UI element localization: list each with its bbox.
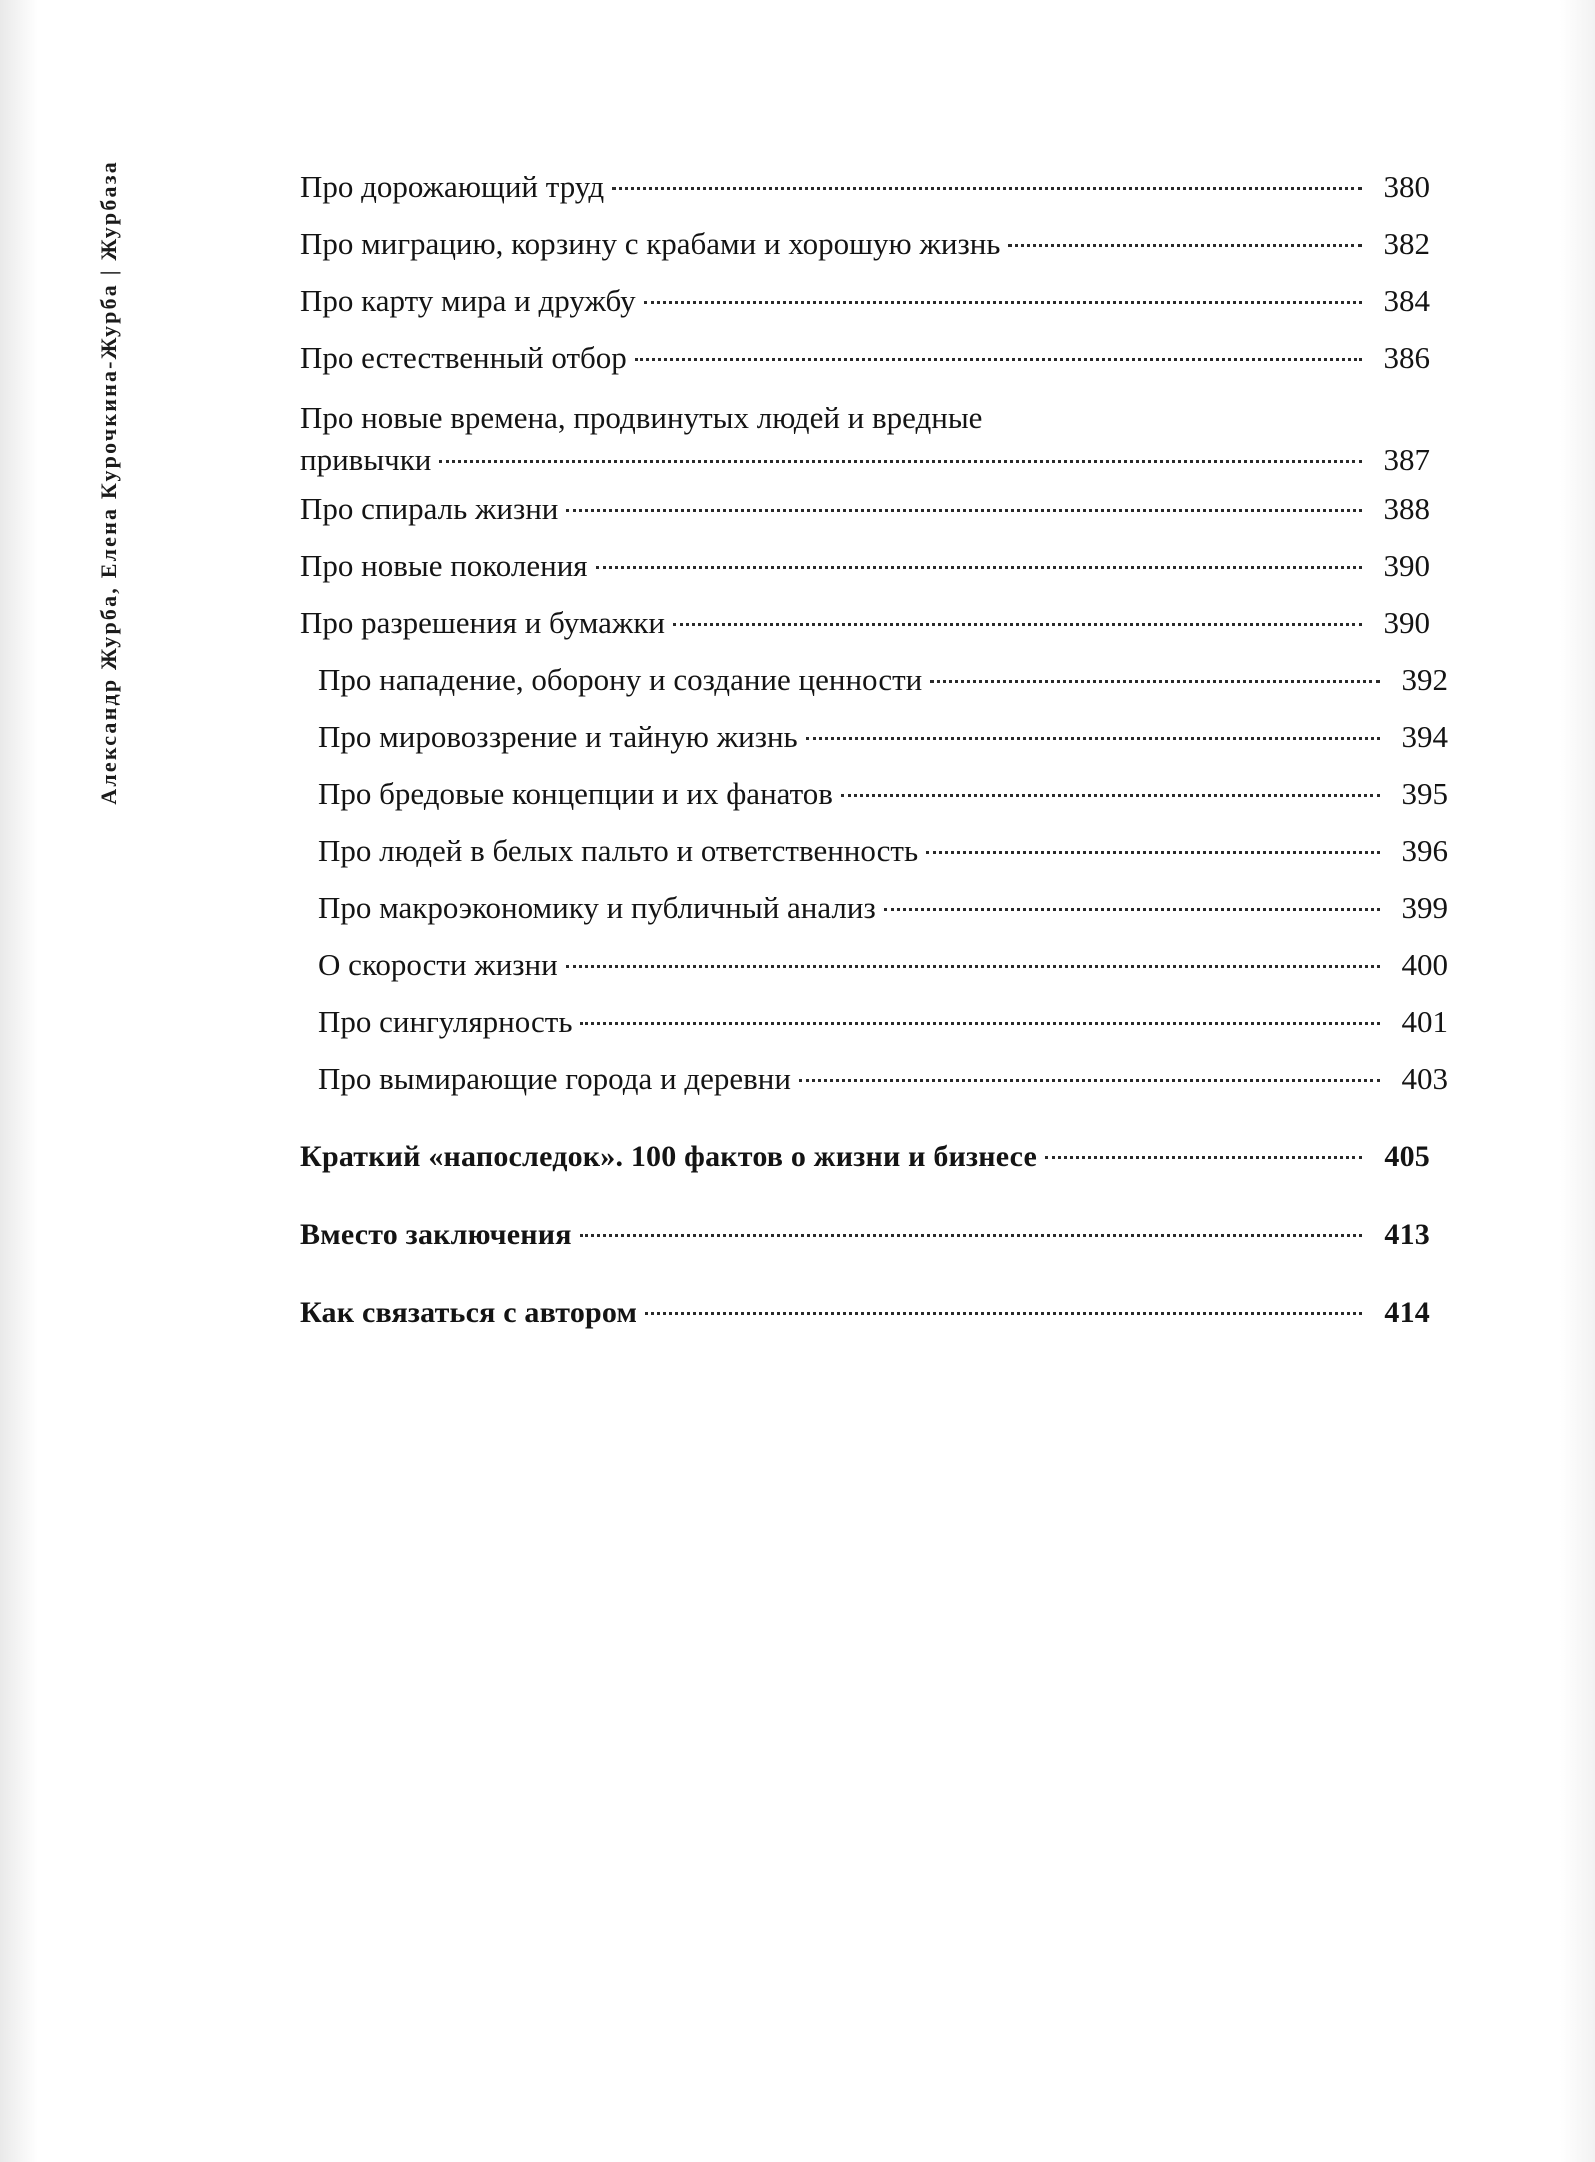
toc-entry[interactable] bbox=[300, 225, 1430, 263]
toc-entry-title: Про новые времена, продвинутых людей и вредные bbox=[300, 400, 983, 435]
toc-entry[interactable] bbox=[300, 1003, 1448, 1041]
toc-entry-page: 403 bbox=[1401, 1061, 1448, 1096]
toc-leader-dots bbox=[806, 737, 1380, 740]
toc-entry-page: 380 bbox=[1383, 169, 1430, 204]
table-of-contents bbox=[300, 168, 1448, 1366]
toc-main-entry[interactable] bbox=[300, 1294, 1430, 1332]
toc-entry-page: 390 bbox=[1383, 605, 1430, 640]
running-head bbox=[96, 160, 136, 1360]
toc-entry[interactable] bbox=[300, 832, 1448, 870]
toc-leader-dots bbox=[580, 1022, 1380, 1025]
toc-leader-dots bbox=[884, 908, 1380, 911]
toc-main-entry[interactable] bbox=[300, 1138, 1430, 1176]
toc-entry-page: 382 bbox=[1383, 226, 1430, 261]
toc-entry-title: Про спираль жизни bbox=[300, 491, 559, 526]
toc-entry[interactable] bbox=[300, 168, 1430, 206]
toc-entry[interactable] bbox=[300, 282, 1430, 320]
toc-entry-title-cont: привычки bbox=[300, 442, 432, 477]
toc-entry-page: 405 bbox=[1384, 1140, 1430, 1173]
toc-entry-page: 388 bbox=[1383, 491, 1430, 526]
toc-leader-dots bbox=[841, 794, 1380, 797]
toc-leader-dots bbox=[926, 851, 1380, 854]
toc-entry-page: 387 bbox=[1383, 442, 1430, 477]
toc-entry-title: Про новые поколения bbox=[300, 548, 588, 583]
toc-entry-title: Про сингулярность bbox=[318, 1004, 573, 1039]
toc-entry[interactable] bbox=[300, 604, 1430, 642]
toc-leader-dots bbox=[645, 1312, 1362, 1315]
toc-entry-page: 413 bbox=[1384, 1218, 1430, 1251]
toc-entry-page: 396 bbox=[1401, 833, 1448, 868]
running-head-text: Александр Журба, Елена Курочкина-Журба | Журбаза bbox=[96, 160, 121, 805]
toc-entry-page: 386 bbox=[1383, 340, 1430, 375]
toc-entry-page: 400 bbox=[1401, 947, 1448, 982]
toc-leader-dots bbox=[566, 509, 1362, 512]
toc-leader-dots bbox=[1045, 1156, 1362, 1159]
toc-entry[interactable] bbox=[300, 396, 1430, 480]
toc-leader-dots bbox=[439, 460, 1362, 463]
toc-entry[interactable] bbox=[300, 775, 1448, 813]
toc-entry-page: 384 bbox=[1383, 283, 1430, 318]
toc-leader-dots bbox=[644, 301, 1362, 304]
toc-leader-dots bbox=[635, 358, 1362, 361]
toc-entry-page: 414 bbox=[1384, 1296, 1430, 1329]
toc-entry[interactable] bbox=[300, 1060, 1448, 1098]
toc-entry-page: 394 bbox=[1401, 719, 1448, 754]
toc-entry[interactable] bbox=[300, 547, 1430, 585]
toc-entry-title: Вместо заключения bbox=[300, 1218, 572, 1251]
toc-entry[interactable] bbox=[300, 946, 1448, 984]
toc-entry-page: 392 bbox=[1401, 662, 1448, 697]
toc-entry-page: 399 bbox=[1401, 890, 1448, 925]
toc-entry-title: Про вымирающие города и деревни bbox=[318, 1061, 791, 1096]
toc-leader-dots bbox=[930, 680, 1380, 683]
toc-entry-title: Про макроэкономику и публичный анализ bbox=[318, 890, 876, 925]
toc-entry-title: О скорости жизни bbox=[318, 947, 558, 982]
toc-leader-dots bbox=[566, 965, 1380, 968]
toc-main-entry[interactable] bbox=[300, 1216, 1430, 1254]
toc-entry[interactable] bbox=[300, 339, 1430, 377]
toc-entry[interactable] bbox=[300, 718, 1448, 756]
toc-entry[interactable] bbox=[300, 661, 1448, 699]
toc-entry-page: 390 bbox=[1383, 548, 1430, 583]
toc-leader-dots bbox=[799, 1079, 1380, 1082]
toc-entry-title: Про миграцию, корзину с крабами и хорошую жизнь bbox=[300, 226, 1001, 261]
toc-entry[interactable] bbox=[300, 889, 1448, 927]
toc-entry-title: Про людей в белых пальто и ответственность bbox=[318, 833, 919, 868]
toc-leader-dots bbox=[673, 623, 1362, 626]
toc-entry-page: 395 bbox=[1401, 776, 1448, 811]
toc-entry-title: Про карту мира и дружбу bbox=[300, 283, 636, 318]
toc-entry-title: Про мировоззрение и тайную жизнь bbox=[318, 719, 798, 754]
toc-entry-title: Про бредовые концепции и их фанатов bbox=[318, 776, 833, 811]
toc-entry-page: 401 bbox=[1401, 1004, 1448, 1039]
toc-leader-dots bbox=[1008, 244, 1362, 247]
toc-entry-title: Про разрешения и бумажки bbox=[300, 605, 665, 640]
toc-entry-title: Про нападение, оборону и создание ценности bbox=[318, 662, 923, 697]
toc-entry-title: Про естественный отбор bbox=[300, 340, 627, 375]
toc-leader-dots bbox=[596, 566, 1362, 569]
toc-entry-title: Про дорожающий труд bbox=[300, 169, 605, 204]
toc-entry-title: Как связаться с автором bbox=[300, 1296, 638, 1329]
toc-leader-dots bbox=[580, 1234, 1362, 1237]
toc-entry[interactable] bbox=[300, 490, 1430, 528]
toc-entry-title: Краткий «напоследок». 100 фактов о жизни и бизнесе bbox=[300, 1140, 1038, 1173]
toc-leader-dots bbox=[612, 187, 1362, 190]
